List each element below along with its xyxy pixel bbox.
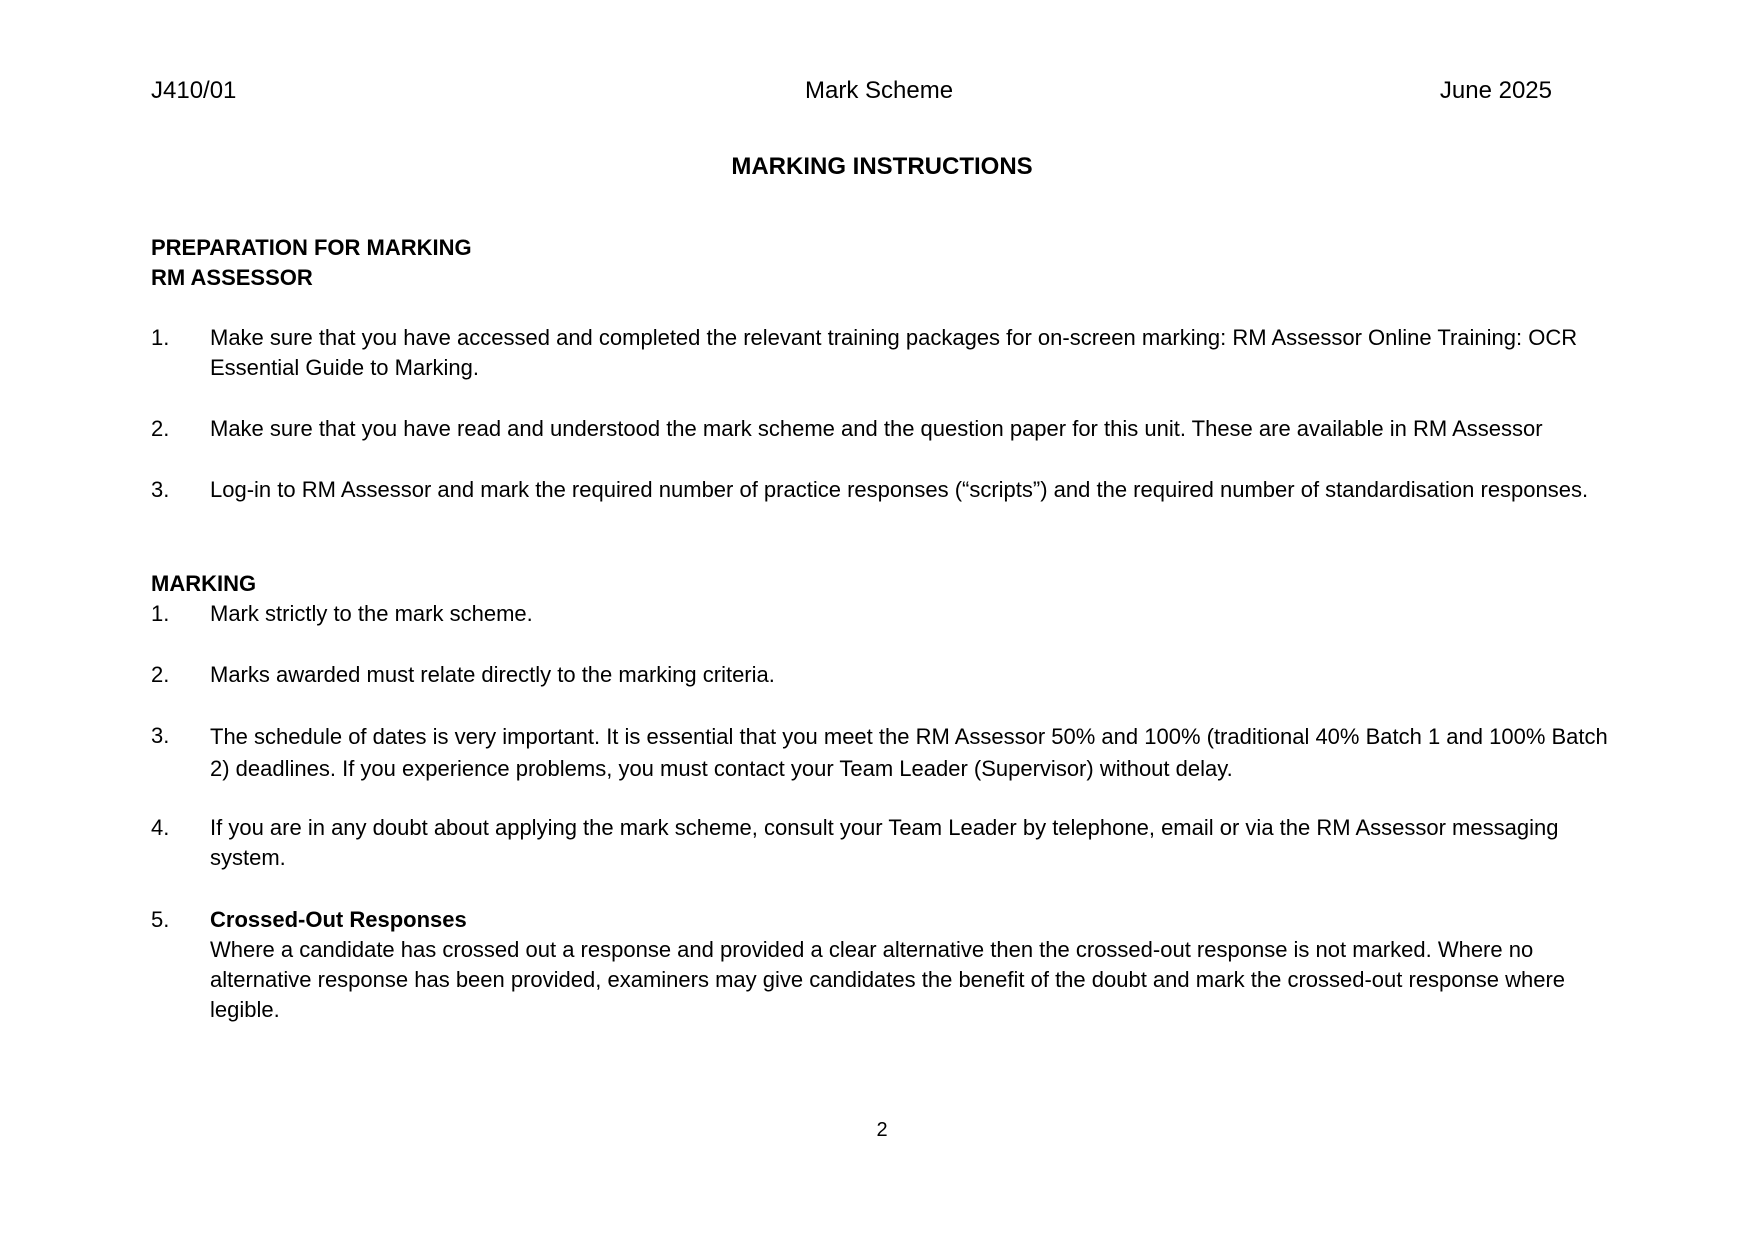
- section-heading-preparation: PREPARATION FOR MARKING: [151, 235, 472, 260]
- list-item-number: 1.: [151, 601, 170, 626]
- list-item-text: Make sure that you have accessed and completed the relevant training packages for on-screen marking: RM Assessor Online Training: OCR Essential Guide to Marking.: [210, 325, 1578, 380]
- list-item-number: 3.: [151, 723, 170, 748]
- list-item: [151, 721, 1621, 785]
- section-heading-rm-assessor: RM ASSESSOR: [151, 265, 313, 290]
- page-title: [0, 152, 1754, 182]
- list-item: [151, 475, 1621, 505]
- list-item-number: 5.: [151, 907, 170, 932]
- list-item-text: Make sure that you have read and understood the mark scheme and the question paper for this unit. These are available in RM Assessor: [210, 416, 1543, 441]
- page-number: [0, 1116, 1754, 1144]
- list-item-number: 1.: [151, 325, 170, 350]
- list-item: [151, 813, 1621, 873]
- document-date: June 2025: [1439, 77, 1552, 104]
- list-item-text: Where a candidate has crossed out a response and provided a clear alternative then the crossed-out response is not marked. Where no alternative response has been provided, examiners may give candidates the benefit of the doubt and mark the crossed-out response where legible.: [210, 937, 1566, 1022]
- page-number-text: 2: [876, 1119, 888, 1141]
- page-title-text: MARKING INSTRUCTIONS: [731, 153, 1033, 180]
- paper-code: J410/01: [151, 77, 237, 104]
- list-item: [151, 323, 1621, 383]
- list-item: [151, 599, 1621, 629]
- list-item-text: Marks awarded must relate directly to the marking criteria.: [210, 662, 775, 687]
- section-heading-marking: MARKING: [151, 571, 257, 596]
- list-item-text: Mark strictly to the mark scheme.: [210, 601, 533, 626]
- list-item: [151, 660, 1621, 690]
- document-title: Mark Scheme: [805, 77, 954, 104]
- list-item-text: If you are in any doubt about applying the mark scheme, consult your Team Leader by telephone, email or via the RM Assessor messaging system.: [210, 815, 1559, 870]
- list-item-number: 4.: [151, 815, 170, 840]
- list-item-number: 3.: [151, 477, 170, 502]
- list-item-number: 2.: [151, 416, 170, 441]
- list-item-text: Log-in to RM Assessor and mark the required number of practice responses (“scripts”) and the required number of standardisation responses.: [210, 477, 1589, 502]
- list-item: [151, 414, 1621, 444]
- list-item-number: 2.: [151, 662, 170, 687]
- list-item: [151, 905, 1621, 1025]
- page-header: [151, 75, 1551, 107]
- list-item-subtitle: Crossed-Out Responses: [210, 907, 467, 932]
- list-item-text: The schedule of dates is very important. It is essential that you meet the RM Assessor 50% and 100% (traditional 40% Batch 1 and 100% Batch 2) deadlines. If you experience problems, you must contact your Team Leader (Supervisor) without delay.: [210, 724, 1608, 781]
- list-item-content: [210, 905, 1621, 1025]
